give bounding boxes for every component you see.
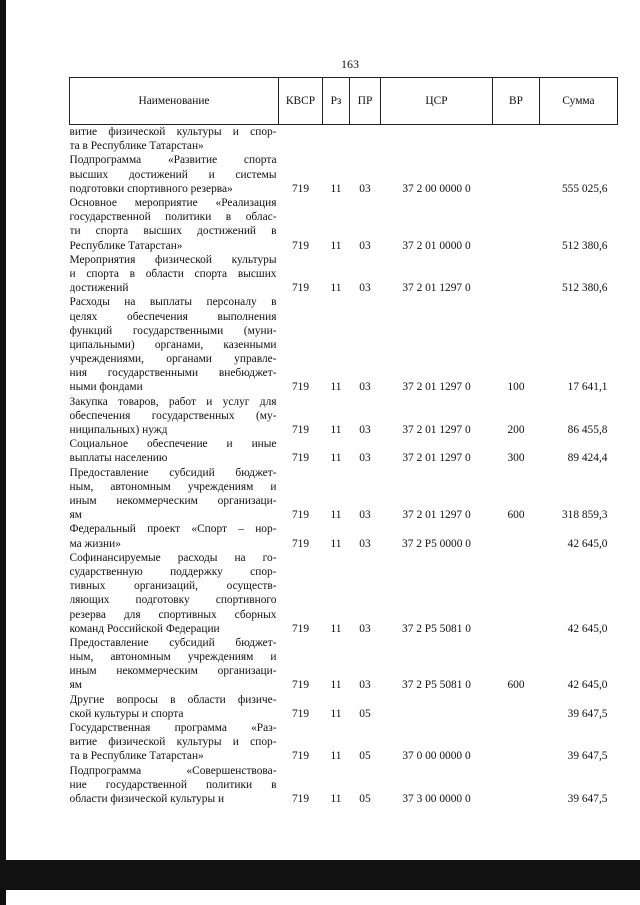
row-rz: 11 <box>330 452 342 465</box>
table-row <box>70 295 618 394</box>
row-name <box>70 395 279 438</box>
col-header-pr: ПР <box>350 78 381 125</box>
row-name <box>70 764 279 807</box>
row-kvsr: 719 <box>291 537 310 550</box>
row-name-line: тивных организаций, осуществ- <box>69 580 277 593</box>
row-name-line: сударственную поддержку спор- <box>69 565 277 578</box>
row-kvsr: 719 <box>291 622 310 635</box>
row-name-line: Подпрограмма «Развитие спорта <box>69 154 277 167</box>
row-rz: 11 <box>330 282 342 295</box>
row-sum: 39 647,5 <box>567 793 608 806</box>
row-pr: 05 <box>359 793 371 806</box>
row-sum: 512 380,6 <box>561 282 608 295</box>
row-kvsr: 719 <box>291 239 310 252</box>
row-kvsr: 719 <box>291 509 310 522</box>
row-pr: 03 <box>359 239 371 252</box>
row-pr: 03 <box>359 182 371 195</box>
row-sum: 42 645,0 <box>567 622 608 635</box>
row-kvsr: 719 <box>291 793 310 806</box>
row-pr: 03 <box>359 424 371 437</box>
row-csr: 37 2 01 1297 0 <box>402 424 471 437</box>
table-row <box>70 437 618 465</box>
row-name-line: ской культуры и спорта <box>69 707 184 720</box>
row-name-line: Республике Татарстан» <box>69 239 183 252</box>
row-pr: 03 <box>359 452 371 465</box>
row-name-line: учреждениями, органами управле- <box>69 353 277 366</box>
row-sum: 86 455,8 <box>567 424 608 437</box>
row-name-line: высших достижений и системы <box>69 168 277 181</box>
col-header-name: Наименование <box>70 78 279 125</box>
row-sum: 89 424,4 <box>567 452 608 465</box>
row-pr: 05 <box>359 707 371 720</box>
row-name-line: государственной политики в облас- <box>69 211 277 224</box>
row-name <box>70 437 279 465</box>
row-name-line: целях обеспечения выполнения <box>69 310 277 323</box>
row-csr: 37 2 P5 5081 0 <box>402 679 471 692</box>
row-kvsr: 719 <box>291 381 310 394</box>
row-name-line: ным, автономным учреждениям и <box>69 651 277 664</box>
row-kvsr: 719 <box>291 424 310 437</box>
row-vr <box>493 721 540 764</box>
row-name-line: и спорта в области спорта высших <box>69 267 277 280</box>
row-csr <box>381 125 493 154</box>
row-csr: 37 2 01 0000 0 <box>402 239 471 252</box>
row-vr: 100 <box>507 381 525 394</box>
row-rz: 11 <box>330 239 342 252</box>
row-name-line: ма жизни» <box>69 537 121 550</box>
row-csr: 37 3 00 0000 0 <box>402 793 471 806</box>
row-name <box>70 295 279 394</box>
row-pr: 03 <box>359 679 371 692</box>
row-kvsr: 719 <box>291 707 310 720</box>
row-pr: 03 <box>359 537 371 550</box>
scan-left-edge <box>0 0 6 905</box>
row-name <box>70 153 279 196</box>
row-csr: 37 2 P5 0000 0 <box>402 537 471 550</box>
row-csr: 37 2 01 1297 0 <box>402 282 471 295</box>
row-csr: 37 2 01 1297 0 <box>402 509 471 522</box>
row-vr: 600 <box>507 509 525 522</box>
row-rz: 11 <box>330 537 342 550</box>
row-sum: 42 645,0 <box>567 537 608 550</box>
row-name-line: Закупка товаров, работ и услуг для <box>69 395 277 408</box>
table-row <box>70 721 618 764</box>
row-kvsr: 719 <box>291 282 310 295</box>
row-csr: 37 2 P5 5081 0 <box>402 622 471 635</box>
row-pr: 03 <box>359 622 371 635</box>
table-row <box>70 636 618 693</box>
row-rz: 11 <box>330 381 342 394</box>
row-vr <box>493 153 540 196</box>
row-name-line: ниципальных) нужд <box>69 424 168 437</box>
row-rz: 11 <box>330 622 342 635</box>
row-sum: 555 025,6 <box>561 182 608 195</box>
row-rz: 11 <box>330 707 342 720</box>
col-header-vr: ВР <box>493 78 540 125</box>
table-row <box>70 153 618 196</box>
row-name-line: ным, автономным учреждениям и <box>69 480 277 493</box>
row-name-line: Расходы на выплаты персоналу в <box>69 296 277 309</box>
row-name-line: витие физической культуры и спор- <box>69 736 277 749</box>
row-vr <box>493 196 540 253</box>
row-rz: 11 <box>330 750 342 763</box>
row-name-line: Государственная программа «Раз- <box>69 722 277 735</box>
table-row <box>70 395 618 438</box>
row-rz: 11 <box>330 509 342 522</box>
row-kvsr: 719 <box>291 452 310 465</box>
table-header-row <box>70 78 618 125</box>
col-header-kvsr: КВСР <box>279 78 323 125</box>
row-csr <box>381 693 493 721</box>
row-name-line: ти спорта высших достижений в <box>69 225 277 238</box>
table-row <box>70 693 618 721</box>
row-pr: 03 <box>359 282 371 295</box>
row-pr: 05 <box>359 750 371 763</box>
row-name-line: выплаты населению <box>69 452 168 465</box>
row-name-line: ными фондами <box>69 381 143 394</box>
row-name <box>70 636 279 693</box>
row-name-line: достижений <box>69 282 129 295</box>
row-name-line: подготовки спортивного резерва» <box>69 182 233 195</box>
row-name <box>70 466 279 523</box>
table-row <box>70 466 618 523</box>
row-name <box>70 693 279 721</box>
row-vr <box>493 693 540 721</box>
col-header-rz: Рз <box>323 78 350 125</box>
row-name-line: функций государственными (муни- <box>69 324 277 337</box>
row-sum: 512 380,6 <box>561 239 608 252</box>
row-name-line: команд Российской Федерации <box>69 622 220 635</box>
row-name-line: резерва для спортивных сборных <box>69 608 277 621</box>
row-pr <box>350 125 381 154</box>
row-name-line: Предоставление субсидий бюджет- <box>69 466 277 479</box>
table-row <box>70 764 618 807</box>
row-rz: 11 <box>330 424 342 437</box>
table-row <box>70 125 618 154</box>
row-kvsr: 719 <box>291 679 310 692</box>
row-name-line: иным некоммерческим организаци- <box>69 665 277 678</box>
row-name <box>70 196 279 253</box>
table-row <box>70 551 618 636</box>
row-vr: 600 <box>507 679 525 692</box>
row-csr: 37 2 01 1297 0 <box>402 381 471 394</box>
row-vr: 300 <box>507 452 525 465</box>
row-name-line: иным некоммерческим организаци- <box>69 494 277 507</box>
row-rz: 11 <box>330 182 342 195</box>
row-csr: 37 2 00 0000 0 <box>402 182 471 195</box>
row-pr: 03 <box>359 381 371 394</box>
row-name-line: ния государственными внебюджет- <box>69 367 277 380</box>
row-name-line: обеспечения государственных (му- <box>69 409 277 422</box>
row-sum <box>540 125 618 154</box>
row-name-line: ние государственной политики в <box>69 778 277 791</box>
col-header-sum: Сумма <box>540 78 618 125</box>
row-name-line: области физической культуры и <box>69 793 225 806</box>
row-name-line: витие физической культуры и спор- <box>69 126 277 138</box>
row-rz: 11 <box>330 679 342 692</box>
row-name-line: Другие вопросы в области физиче- <box>69 693 277 706</box>
row-sum: 42 645,0 <box>567 679 608 692</box>
row-csr: 37 2 01 1297 0 <box>402 452 471 465</box>
row-name <box>70 551 279 636</box>
row-name-line: та в Республике Татарстан» <box>69 750 204 763</box>
row-vr <box>493 551 540 636</box>
row-name-line: Федеральный проект «Спорт – нор- <box>69 523 277 536</box>
row-rz: 11 <box>330 793 342 806</box>
row-rz <box>323 125 350 154</box>
scan-bottom-edge <box>0 860 640 890</box>
row-name-line: Подпрограмма «Совершенствова- <box>69 764 277 777</box>
row-name <box>70 721 279 764</box>
row-kvsr <box>279 125 323 154</box>
row-name-line: ляющих подготовку спортивного <box>69 594 277 607</box>
row-name-line: Софинансируемые расходы на го- <box>69 551 277 564</box>
row-kvsr: 719 <box>291 750 310 763</box>
row-kvsr: 719 <box>291 182 310 195</box>
row-name <box>70 522 279 550</box>
row-sum: 17 641,1 <box>567 381 608 394</box>
budget-table <box>69 77 618 806</box>
table-row <box>70 253 618 296</box>
table-row <box>70 196 618 253</box>
row-name-line: Мероприятия физической культуры <box>69 253 277 266</box>
row-sum: 39 647,5 <box>567 707 608 720</box>
col-header-csr: ЦСР <box>381 78 493 125</box>
row-pr: 03 <box>359 509 371 522</box>
row-csr: 37 0 00 0000 0 <box>402 750 471 763</box>
row-name <box>70 253 279 296</box>
row-sum: 39 647,5 <box>567 750 608 763</box>
row-vr: 200 <box>507 424 525 437</box>
row-name-line: та в Республике Татарстан» <box>69 140 204 153</box>
row-vr <box>493 125 540 154</box>
table-body <box>70 125 618 807</box>
table-row <box>70 522 618 550</box>
row-name-line: Социальное обеспечение и иные <box>69 438 277 451</box>
row-name-line: ям <box>69 509 82 522</box>
row-name-line: Основное мероприятие «Реализация <box>69 196 277 209</box>
row-name-line: Предоставление субсидий бюджет- <box>69 636 277 649</box>
page-number: 163 <box>341 57 359 71</box>
row-name <box>70 125 279 154</box>
row-vr <box>493 253 540 296</box>
row-sum: 318 859,3 <box>561 509 608 522</box>
row-vr <box>493 522 540 550</box>
row-name-line: ципальными) органами, казенными <box>69 338 277 351</box>
row-name-line: ям <box>69 679 82 692</box>
row-vr <box>493 764 540 807</box>
